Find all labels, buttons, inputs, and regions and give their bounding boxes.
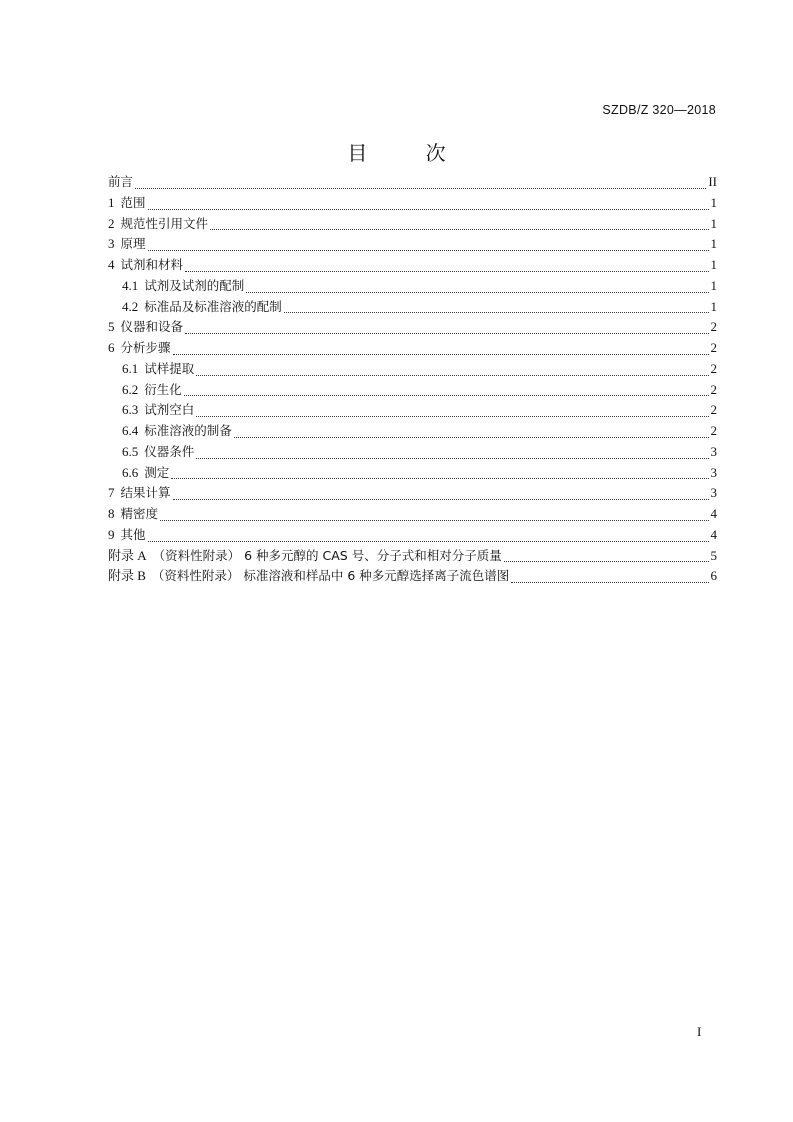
page-number: I xyxy=(697,1024,702,1039)
toc-entry[interactable] xyxy=(108,276,717,297)
toc-dot-leader xyxy=(504,546,709,562)
table-of-contents xyxy=(108,172,717,587)
toc-dot-leader xyxy=(196,401,708,417)
toc-entry-number: 6 xyxy=(108,340,115,355)
toc-entry[interactable] xyxy=(108,504,717,525)
toc-entry-label: 前言 xyxy=(108,174,134,189)
toc-entry-label: 试剂和材料 xyxy=(120,257,184,272)
toc-entry-number: 6.5 xyxy=(122,443,139,459)
toc-entry-label: 测定 xyxy=(144,464,170,480)
toc-entry[interactable] xyxy=(108,297,717,318)
toc-dot-leader xyxy=(148,526,709,542)
toc-entry-number: 5 xyxy=(108,319,115,335)
toc-dot-leader xyxy=(160,505,708,521)
toc-entry-page: 3 xyxy=(710,485,717,501)
toc-dot-leader xyxy=(135,173,706,189)
toc-dot-leader xyxy=(185,256,708,272)
toc-entry-page: 1 xyxy=(710,194,717,210)
toc-entry-label: 范围 xyxy=(120,194,146,210)
toc-entry-label: 试剂空白 xyxy=(144,402,195,418)
toc-entry[interactable] xyxy=(108,463,717,484)
toc-entry-label: 仪器条件 xyxy=(144,443,195,459)
toc-entry-label: 分析步骤 xyxy=(120,340,171,355)
toc-entry-number: 4.1 xyxy=(122,277,139,293)
toc-entry[interactable] xyxy=(108,442,717,463)
toc-dot-leader xyxy=(246,277,708,293)
toc-entry-page: 1 xyxy=(710,298,717,314)
toc-entry-page: 3 xyxy=(710,443,717,459)
toc-entry-number: 9 xyxy=(108,526,115,542)
toc-entry[interactable] xyxy=(108,255,717,276)
toc-entry-number: 6.2 xyxy=(122,381,139,397)
toc-entry[interactable] xyxy=(108,193,717,214)
toc-entry-page: 4 xyxy=(710,506,717,521)
toc-entry[interactable] xyxy=(108,483,717,504)
toc-entry-page: 6 xyxy=(710,568,717,584)
toc-entry-page: 5 xyxy=(710,547,717,563)
toc-entry-number: 6.3 xyxy=(122,402,139,418)
toc-entry[interactable] xyxy=(108,214,717,235)
toc-entry[interactable] xyxy=(108,234,717,255)
toc-entry-page: 2 xyxy=(710,402,717,418)
toc-title: 目 次 xyxy=(347,141,472,165)
toc-entry-label: （资料性附录） 标准溶液和样品中 6 种多元醇选择离子流色谱图 xyxy=(151,568,510,584)
toc-dot-leader xyxy=(173,339,709,355)
toc-dot-leader xyxy=(196,360,708,376)
toc-entry-label: 试剂及试剂的配制 xyxy=(144,277,245,293)
toc-entry[interactable] xyxy=(108,566,717,587)
toc-entry[interactable] xyxy=(108,546,717,567)
toc-entry-label: 原理 xyxy=(120,236,146,252)
toc-entry-page: 1 xyxy=(710,277,717,293)
toc-dot-leader xyxy=(511,567,708,583)
toc-entry-label: 规范性引用文件 xyxy=(120,215,209,231)
toc-entry-page: II xyxy=(708,174,717,189)
toc-entry-number: 附录 B xyxy=(108,568,146,584)
toc-entry-page: 1 xyxy=(710,236,717,252)
toc-entry[interactable] xyxy=(108,525,717,546)
toc-dot-leader xyxy=(234,422,709,438)
toc-entry-page: 2 xyxy=(710,360,717,376)
document-code: SZDB/Z 320—2018 xyxy=(602,103,716,117)
toc-dot-leader xyxy=(173,484,709,500)
toc-entry-label: 精密度 xyxy=(120,506,159,521)
toc-dot-leader xyxy=(210,214,708,230)
toc-entry-label: 衍生化 xyxy=(144,381,182,397)
toc-dot-leader xyxy=(171,463,708,479)
toc-entry-page: 3 xyxy=(710,464,717,480)
toc-entry-page: 4 xyxy=(710,526,717,542)
toc-entry-label: 标准溶液的制备 xyxy=(144,423,232,438)
toc-dot-leader xyxy=(148,235,709,251)
toc-entry[interactable] xyxy=(108,338,717,359)
toc-entry-page: 1 xyxy=(710,257,717,272)
toc-entry-number: 8 xyxy=(108,506,115,521)
toc-dot-leader xyxy=(284,297,709,313)
toc-dot-leader xyxy=(148,194,709,210)
toc-entry-page: 2 xyxy=(710,381,717,397)
toc-entry-label: 仪器和设备 xyxy=(120,319,184,335)
toc-entry-number: 6.4 xyxy=(122,423,139,438)
toc-entry-number: 4.2 xyxy=(122,298,139,314)
toc-dot-leader xyxy=(184,380,709,396)
toc-entry-number: 7 xyxy=(108,485,115,501)
toc-entry-number: 附录 A xyxy=(108,547,147,563)
toc-entry-label: 其他 xyxy=(120,526,146,542)
toc-entry[interactable] xyxy=(108,421,717,442)
toc-dot-leader xyxy=(185,318,708,334)
toc-entry-page: 2 xyxy=(710,340,717,355)
toc-entry-number: 3 xyxy=(108,236,115,252)
toc-entry[interactable] xyxy=(108,400,717,421)
toc-entry-number: 2 xyxy=(108,215,115,231)
toc-entry-page: 2 xyxy=(710,319,717,335)
toc-entry-page: 2 xyxy=(710,423,717,438)
toc-entry-label: 结果计算 xyxy=(120,485,171,501)
toc-entry-label: （资料性附录） 6 种多元醇的 CAS 号、分子式和相对分子质量 xyxy=(152,547,502,563)
toc-entry-number: 6.1 xyxy=(122,360,139,376)
toc-dot-leader xyxy=(196,443,708,459)
toc-entry[interactable] xyxy=(108,317,717,338)
toc-entry-label: 试样提取 xyxy=(144,360,195,376)
toc-entry[interactable] xyxy=(108,380,717,401)
toc-entry[interactable] xyxy=(108,172,717,193)
toc-entry-page: 1 xyxy=(710,215,717,231)
toc-entry-label: 标准品及标准溶液的配制 xyxy=(144,298,282,314)
toc-entry-number: 6.6 xyxy=(122,464,139,480)
toc-entry-number: 4 xyxy=(108,257,115,272)
toc-entry[interactable] xyxy=(108,359,717,380)
toc-entry-number: 1 xyxy=(108,194,115,210)
